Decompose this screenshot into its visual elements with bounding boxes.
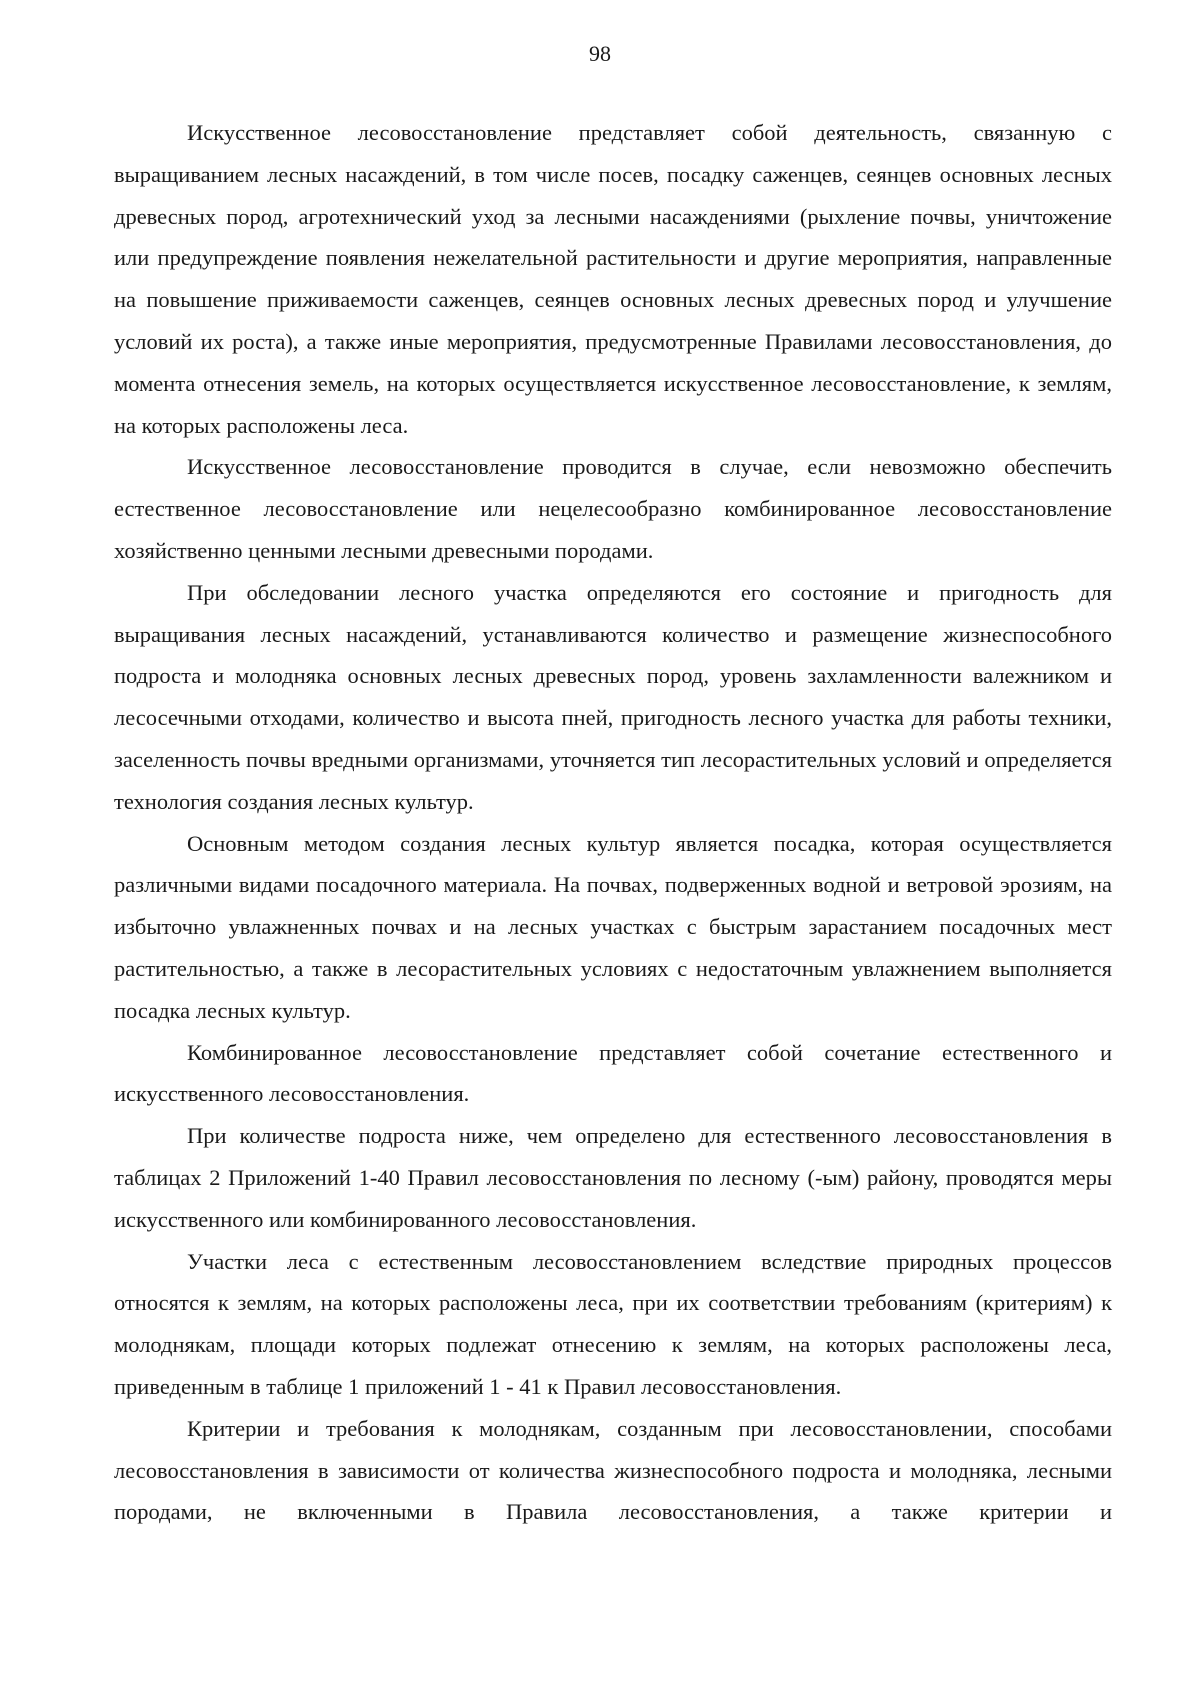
paragraph-site-survey: При обследовании лесного участка определяются его состояние и пригодность для выращивания лесных насаждений, устанавливаются количество и размещение жизнеспособного подроста и молодняка основных лесных древесных пород, уровень захламленности валежником и лесосечными отходами, количество и высота пней, пригодность лесного участка для работы техники, заселенность почвы вредными организмами, уточняется тип лесорастительных условий и определяется технология создания лесных культур.: [114, 579, 1112, 814]
paragraph-combined-reforestation: Комбинированное лесовосстановление представляет собой сочетание естественного и искусственного лесовосстановления.: [114, 1039, 1112, 1107]
body-text: [114, 112, 1112, 1533]
paragraph-artificial-reforestation-conditions: Искусственное лесовосстановление проводится в случае, если невозможно обеспечить естественное лесовосстановление или нецелесообразно комбинированное лесовосстановление хозяйственно ценными лесными древесными породами.: [114, 454, 1112, 563]
page-number: 98: [589, 41, 611, 66]
paragraph-artificial-reforestation-definition: Искусственное лесовосстановление представляет собой деятельность, связанную с выращиванием лесных насаждений, в том числе посев, посадку саженцев, сеянцев основных лесных древесных пород, агротехнический уход за лесными насаждениями (рыхление почвы, уничтожение или предупреждение появления нежелательной растительности и другие мероприятия, направленные на повышение приживаемости саженцев, сеянцев основных лесных древесных пород и улучшение условий их роста), а также иные мероприятия, предусмотренные Правилами лесовосстановления, до момента отнесения земель, на которых осуществляется искусственное лесовосстановление, к землям, на которых расположены леса.: [114, 120, 1112, 438]
paragraph-planting-method: Основным методом создания лесных культур является посадка, которая осуществляется различными видами посадочного материала. На почвах, подверженных водной и ветровой эрозиям, на избыточно увлажненных почвах и на лесных участках с быстрым зарастанием посадочных мест растительностью, а также в лесорастительных условиях с недостаточным увлажнением выполняется посадка лесных культур.: [114, 830, 1112, 1023]
paragraph-young-stand-criteria: Критерии и требования к молоднякам, созданным при лесовосстановлении, способами лесовосстановления в зависимости от количества жизнеспособного подроста и молодняка, лесными породами, не включенными в Правила лесовосстановления, а также критерии и: [114, 1415, 1112, 1525]
paragraph-undergrowth-threshold: При количестве подроста ниже, чем определено для естественного лесовосстановления в таблицах 2 Приложений 1-40 Правил лесовосстановления по лесному (-ым) району, проводятся меры искусственного или комбинированного лесовосстановления.: [114, 1123, 1112, 1232]
paragraph-natural-reforestation-sites: Участки леса с естественным лесовосстановлением вследствие природных процессов относятся к землям, на которых расположены леса, при их соответствии требованиям (критериям) к молоднякам, площади которых подлежат отнесению к землям, на которых расположены леса, приведенным в таблице 1 приложений 1 - 41 к Правил лесовосстановления.: [114, 1248, 1112, 1399]
